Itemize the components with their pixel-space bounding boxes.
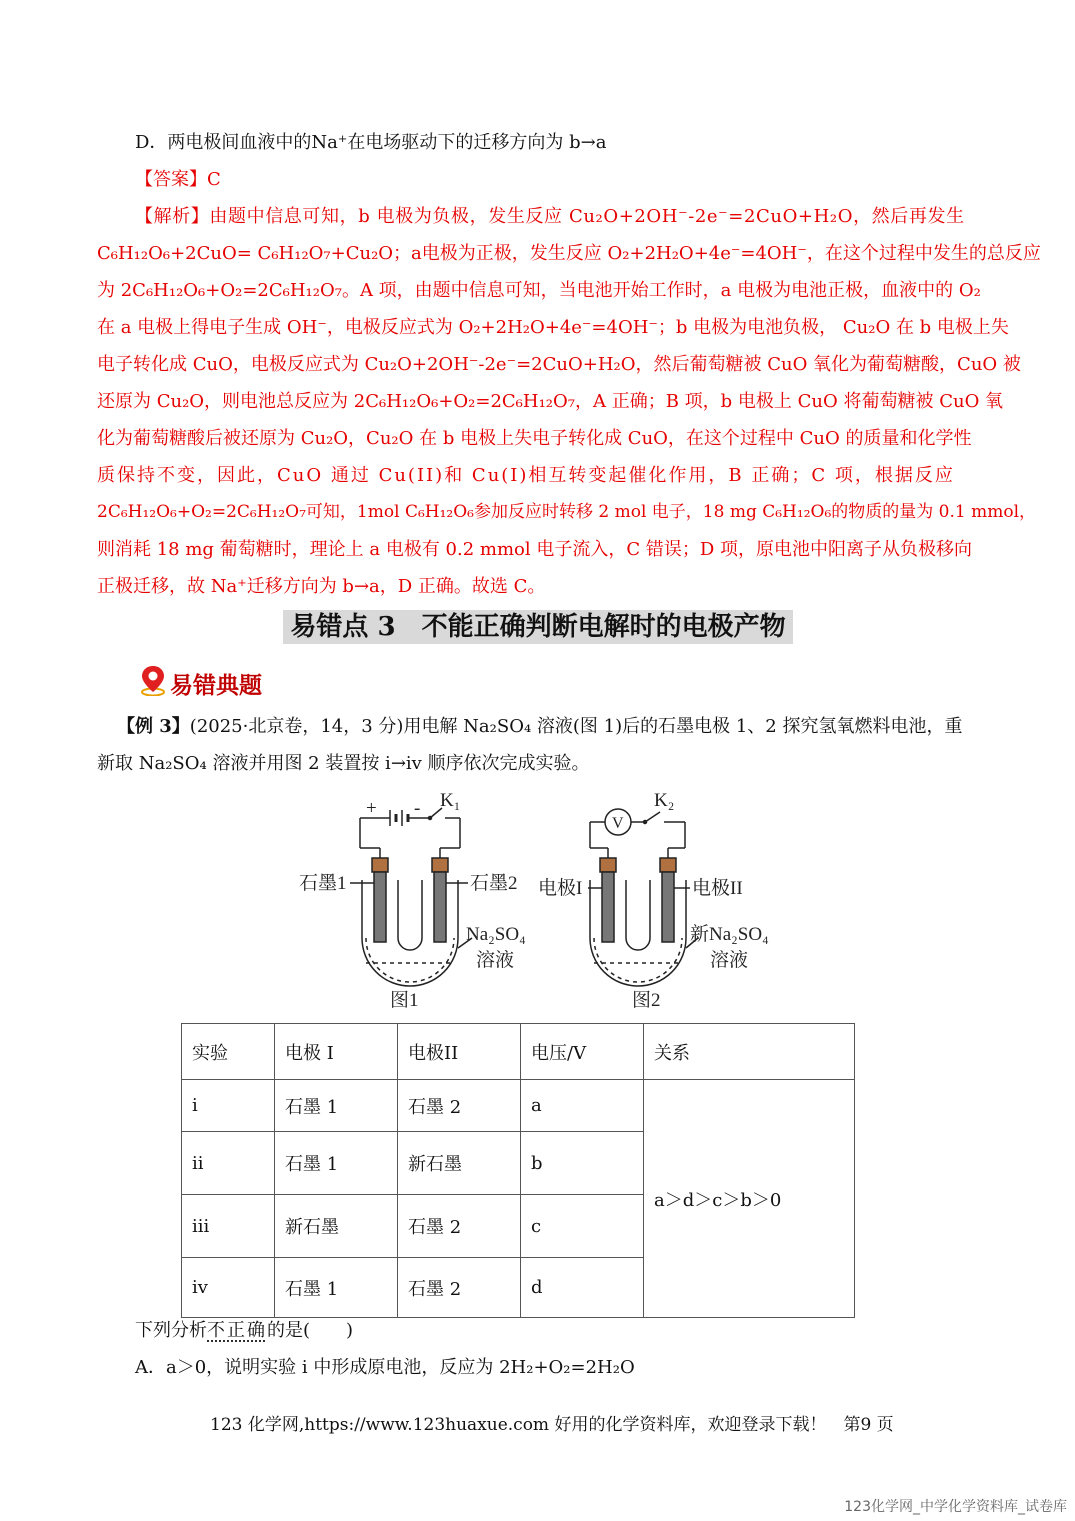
table-cell: 石墨 1	[275, 1258, 398, 1318]
graphite-2-label: 石墨2	[470, 873, 518, 894]
answer: 【答案】C	[135, 169, 221, 190]
option-d: D．两电极间血液中的Na⁺在电场驱动下的迁移方向为 b→a	[135, 132, 607, 153]
table-cell: 石墨 2	[398, 1258, 521, 1318]
section-heading: 易错点 3 不能正确判断电解时的电极产物	[283, 610, 793, 644]
electrolysis-figure	[290, 788, 790, 1014]
location-pin-icon	[139, 664, 167, 696]
table-cell: iii	[182, 1195, 275, 1258]
experiment-table	[181, 1023, 855, 1318]
analysis-line: 还原为 Cu₂O，则电池总反应为 2C₆H₁₂O₆+O₂=2C₆H₁₂O₇，A 正确；B 项，b 电极上 CuO 将葡萄糖被 CuO 氧	[97, 391, 1004, 412]
table-header: 电压/V	[521, 1024, 644, 1080]
question-text-end: 的是( )	[267, 1320, 354, 1341]
analysis-line: 为 2C₆H₁₂O₆+O₂=2C₆H₁₂O₇。A 项，由题中信息可知，当电池开始工作时，a 电极为电池正极，血液中的 O₂	[97, 280, 981, 301]
figure-1-caption: 图1	[390, 990, 419, 1011]
table-header: 关系	[644, 1024, 855, 1080]
table-cell: i	[182, 1080, 275, 1132]
table-cell: 新石墨	[275, 1195, 398, 1258]
analysis-line: 质保持不变，因此，CuO 通过 Cu(II)和 Cu(I)相互转变起催化作用，B 正确；C 项，根据反应	[97, 465, 955, 486]
example-line-1	[117, 718, 962, 736]
table-row	[182, 1080, 855, 1132]
question-text: 下列分析	[135, 1320, 207, 1341]
table-cell: 石墨 2	[398, 1195, 521, 1258]
watermark: 123化学网_中学化学资料库_试卷库	[844, 1499, 1067, 1515]
figure-1	[350, 808, 472, 986]
table-header: 实验	[182, 1024, 275, 1080]
analysis-line: 则消耗 18 mg 葡萄糖时，理论上 a 电极有 0.2 mmol 电子流入，C 错误；D 项，原电池中阳离子从负极移向	[97, 539, 973, 560]
electrode-1-label: 电极I	[538, 878, 583, 899]
analysis-line: 电子转化成 CuO，电极反应式为 Cu₂O+2OH⁻-2e⁻=2CuO+H₂O，然后葡萄糖被 CuO 氧化为葡萄糖酸，CuO 被	[97, 354, 1021, 375]
solution-2-label: 新Na₂SO₄	[690, 924, 769, 945]
switch-k2-label: K₂	[654, 790, 675, 811]
relation-cell: a＞d＞c＞b＞0	[644, 1080, 855, 1318]
analysis-line: 【解析】由题中信息可知，b 电极为负极，发生反应 Cu₂O+2OH⁻-2e⁻=2CuO+H₂O，然后再发生	[135, 206, 965, 227]
table-cell: d	[521, 1258, 644, 1318]
example-text: (2025·北京卷，14，3 分)用电解 Na₂SO₄ 溶液(图 1)后的石墨电极 1、2 探究氢氧燃料电池，重	[189, 716, 963, 737]
solution-2-label-b: 溶液	[710, 950, 749, 971]
option-a: A．a＞0，说明实验 i 中形成原电池，反应为 2H₂+O₂=2H₂O	[135, 1357, 635, 1378]
solution-1-label: Na₂SO₄	[466, 924, 526, 945]
table-header-row	[182, 1024, 855, 1080]
table-cell: 石墨 1	[275, 1080, 398, 1132]
analysis-line: 2C₆H₁₂O₆+O₂=2C₆H₁₂O₇可知，1mol C₆H₁₂O₆参加反应时转移 2 mol 电子，18 mg C₆H₁₂O₆的物质的量为 0.1 mmol，	[97, 502, 1037, 522]
analysis-line: C₆H₁₂O₆+2CuO= C₆H₁₂O₇+Cu₂O；a电极为正极，发生反应 O₂+2H₂O+4e⁻=4OH⁻，在这个过程中发生的总反应	[97, 243, 1041, 264]
figure-2	[588, 809, 698, 986]
table-cell: 新石墨	[398, 1132, 521, 1195]
question-emphasis: 不正确	[207, 1320, 267, 1341]
analysis-line: 化为葡萄糖酸后被还原为 Cu₂O，Cu₂O 在 b 电极上失电子转化成 CuO，在这个过程中 CuO 的质量和化学性	[97, 428, 972, 449]
figure-2-caption: 图2	[632, 990, 661, 1011]
table-cell: iv	[182, 1258, 275, 1318]
table-cell: 石墨 1	[275, 1132, 398, 1195]
section-title: 易错典题	[170, 672, 262, 699]
table-cell: b	[521, 1132, 644, 1195]
battery-minus: -	[414, 798, 421, 819]
table-header: 电极 I	[275, 1024, 398, 1080]
voltmeter-label: V	[612, 815, 624, 832]
page-footer: 123 化学网,https://www.123huaxue.com 好用的化学资料库，欢迎登录下载！ 第9 页	[210, 1415, 894, 1435]
solution-1-label-b: 溶液	[476, 950, 515, 971]
table-cell: ii	[182, 1132, 275, 1195]
battery-plus: +	[366, 798, 377, 819]
table-cell: a	[521, 1080, 644, 1132]
table-cell: c	[521, 1195, 644, 1258]
example-line-2: 新取 Na₂SO₄ 溶液并用图 2 装置按 i→iv 顺序依次完成实验。	[97, 753, 590, 774]
electrode-2-label: 电极II	[692, 878, 743, 899]
switch-k1-label: K₁	[440, 790, 461, 811]
table-header: 电极II	[398, 1024, 521, 1080]
table-cell: 石墨 2	[398, 1080, 521, 1132]
analysis-line: 正极迁移，故 Na⁺迁移方向为 b→a，D 正确。故选 C。	[97, 576, 546, 597]
question-stem	[135, 1322, 353, 1340]
graphite-1-label: 石墨1	[299, 873, 347, 894]
analysis-line: 在 a 电极上得电子生成 OH⁻，电极反应式为 O₂+2H₂O+4e⁻=4OH⁻；b 电极为电池负极， Cu₂O 在 b 电极上失	[97, 317, 1009, 338]
example-tag: 【例 3】	[117, 716, 190, 737]
